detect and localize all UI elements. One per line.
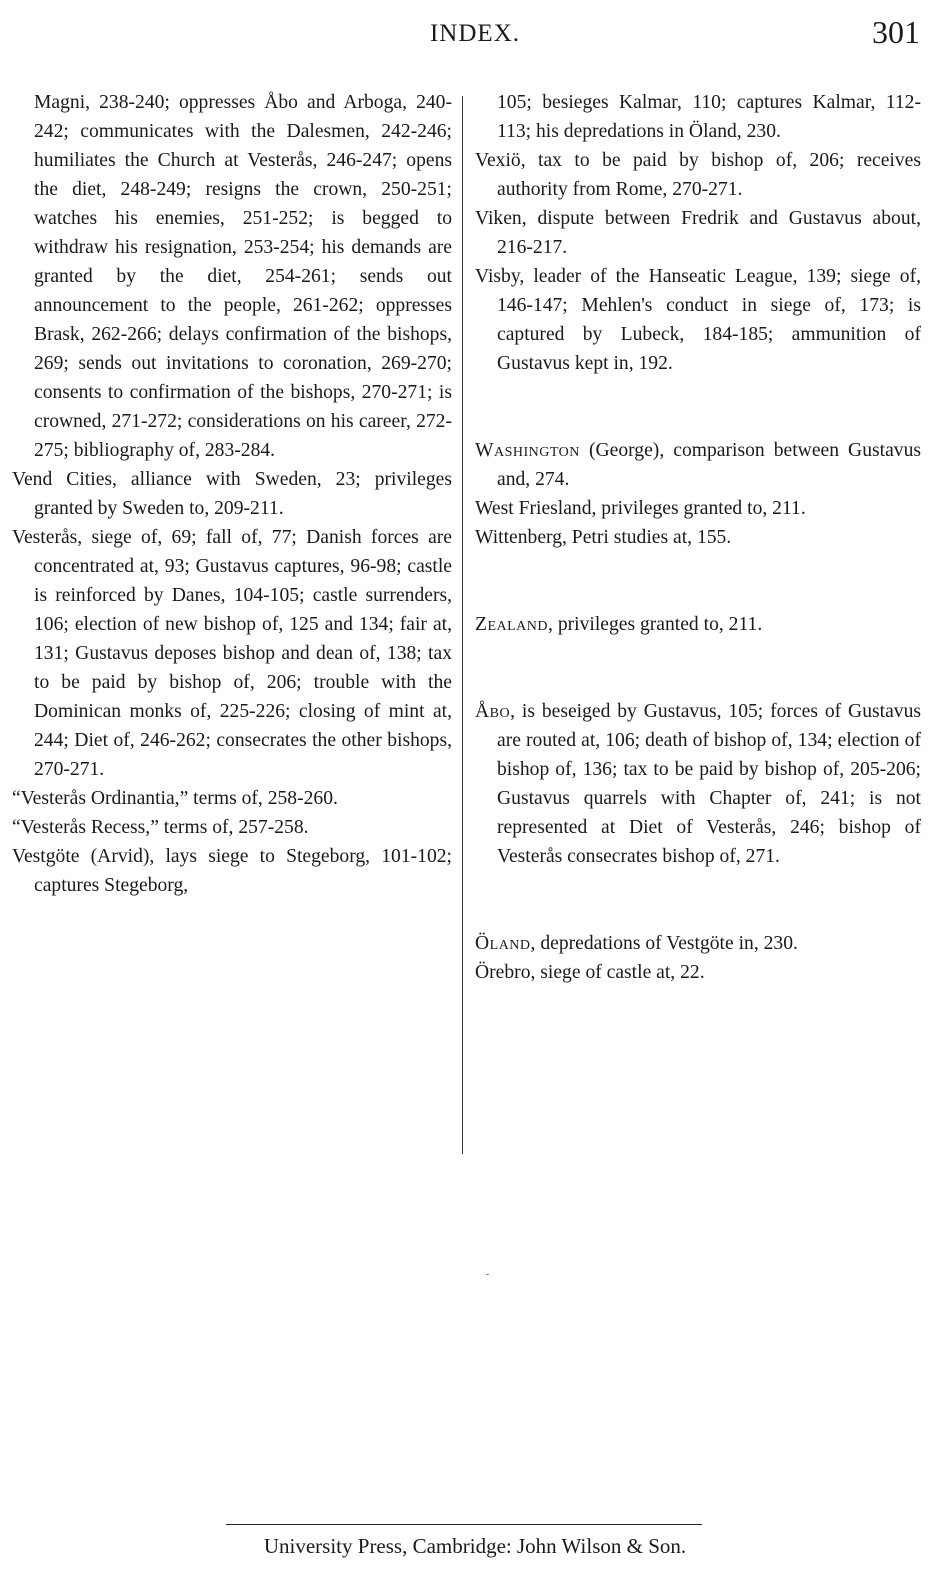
index-entry-orebro: Örebro, siege of castle at, 22.	[475, 962, 705, 983]
index-entry-vesteras: Vesterås, siege of, 69; fall of, 77; Danish forces are concentrated at, 93; Gustavus captures, 96-98; castle is reinforced by Danes, 104-105; castle surrenders, 106; election of new bishop of, 125 and 134; fair at, 131; Gustavus deposes bishop and dean of, 138; tax to be paid by bishop of, 206; trouble with the Dominican monks of, 225-226; closing of mint at, 244; Diet of, 246-262; consecrates the other bishops, 270-271.	[12, 527, 452, 780]
letter-group-gap	[475, 378, 921, 436]
letter-group-gap	[475, 639, 921, 697]
page-title: INDEX.	[429, 20, 520, 47]
index-column-right	[475, 88, 921, 987]
entry-heading: Zealand	[475, 614, 549, 635]
index-entry-washington	[475, 436, 921, 494]
index-entry-viken: Viken, dispute between Fredrik and Gustavus about, 216-217.	[475, 208, 921, 258]
index-entry-magni-continued: Magni, 238-240; oppresses Åbo and Arboga, 240-242; communicates with the Dalesmen, 242-246; humiliates the Church at Vesterås, 246-247; opens the diet, 248-249; resigns the crown, 250-251; watches his enemies, 251-252; is begged to withdraw his resignation, 253-254; his demands are granted by the diet, 254-261; sends out announcement to the people, 261-262; oppresses Brask, 262-266; delays confirmation of the bishops, 269; sends out invitations to coronation, 269-270; consents to confirmation of the bishops, 270-271; is crowned, 271-272; considerations on his career, 272-275; bibliography of, 283-284.	[34, 92, 452, 461]
entry-text: , depredations of Vestgöte in, 230.	[530, 933, 798, 954]
entry-heading: Washington	[475, 440, 580, 461]
printer-imprint: University Press, Cambridge: John Wilson & Son.	[263, 1534, 687, 1558]
footer-rule	[226, 1524, 702, 1525]
index-entry-visby: Visby, leader of the Hanseatic League, 139; siege of, 146-147; Mehlen's conduct in siege of, 173; is captured by Lubeck, 184-185; ammunition of Gustavus kept in, 192.	[475, 266, 921, 374]
entry-heading: Öland	[475, 933, 531, 954]
index-entry-zealand	[475, 610, 921, 639]
column-divider	[462, 96, 463, 1154]
entry-text: , is beseiged by Gustavus, 105; forces of Gustavus are routed at, 106; death of bishop of, 134; election of bishop of, 136; tax to be paid by bishop of, 205-206; Gustavus quarrels with Chapter of, 241; is not represented at Diet of Vesterås, 246; bishop of Vesterås consecrates bishop of, 271.	[497, 701, 921, 867]
index-entry-abo	[475, 697, 921, 871]
index-entry-oland	[475, 929, 921, 958]
stray-mark	[486, 1274, 489, 1275]
page-header	[0, 14, 950, 54]
entry-text: , privileges granted to, 211.	[548, 614, 763, 635]
index-column-left	[12, 88, 452, 900]
index-entry-vexio: Vexiö, tax to be paid by bishop of, 206; receives authority from Rome, 270-271.	[475, 150, 921, 200]
page-number: 301	[872, 14, 920, 50]
index-entry-vend-cities: Vend Cities, alliance with Sweden, 23; privileges granted by Sweden to, 209-211.	[12, 469, 452, 519]
letter-group-gap	[475, 871, 921, 929]
index-entry-vestgote: Vestgöte (Arvid), lays siege to Stegeborg, 101-102; captures Stegeborg,	[12, 846, 452, 896]
index-entry-west-friesland: West Friesland, privileges granted to, 211.	[475, 498, 806, 519]
entry-text: (George), comparison between Gustavus and, 274.	[497, 440, 921, 490]
index-entry-vesteras-recess: “Vesterås Recess,” terms of, 257-258.	[12, 817, 309, 838]
index-entry-vestgote-continued: 105; besieges Kalmar, 110; captures Kalmar, 112-113; his depredations in Öland, 230.	[497, 92, 921, 142]
index-entry-vesteras-ordinantia: “Vesterås Ordinantia,” terms of, 258-260.	[12, 788, 338, 809]
entry-heading: Åbo	[475, 701, 511, 722]
index-entry-wittenberg: Wittenberg, Petri studies at, 155.	[475, 527, 732, 548]
letter-group-gap	[475, 552, 921, 610]
